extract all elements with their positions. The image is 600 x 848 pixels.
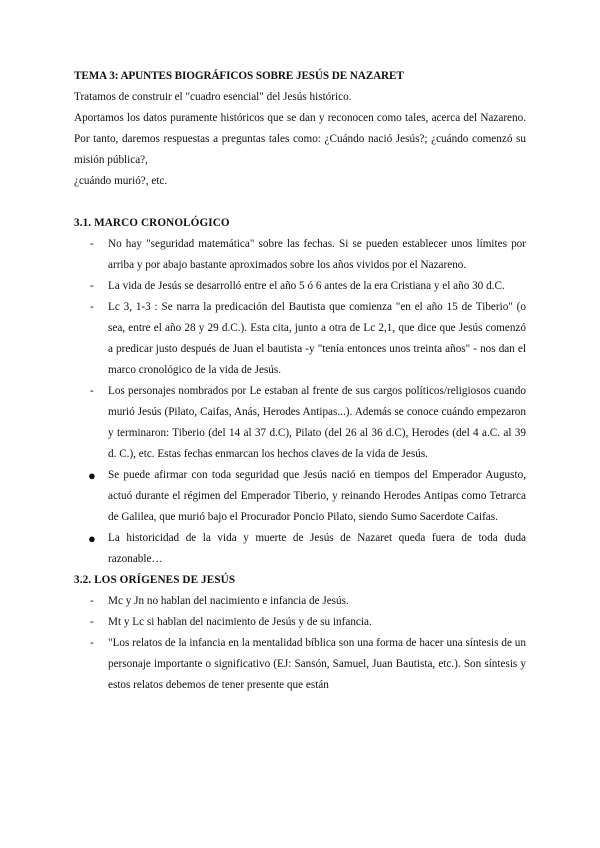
list-item-text: Los personajes nombrados por Le estaban al frente de sus cargos políticos/religiosos cuando murió Jesús (Pilato, Caifas, Anás, Herodes Antipas...). Además se conoce cuándo empezaron y terminaron: Tiberio (del 14 al 37 d.C), Pilato (del 26 al 36 d.C), Herodes (del 4 a.C. al 39 d. C.), etc. Estas fechas enmarcan los hechos claves de la vida de Jesús.	[108, 385, 526, 460]
dash-marker: -	[90, 637, 94, 649]
list-item-text: "Los relatos de la infancia en la mentalidad bíblica son una forma de hacer una síntesis de un personaje importante o significativo (EJ: Sansón, Samuel, Juan Bautista, etc.). Son síntesis y estos relatos debemos de tener presente que están	[108, 637, 526, 691]
list-item	[74, 591, 526, 612]
dash-marker: -	[90, 301, 94, 313]
intro-paragraph: ¿cuándo murió?, etc.	[74, 175, 168, 187]
dash-marker: -	[90, 385, 94, 397]
document-title: TEMA 3: APUNTES BIOGRÁFICOS SOBRE JESÚS DE NAZARET	[74, 70, 404, 82]
list-item	[74, 234, 526, 276]
section-title: 3.2. LOS ORÍGENES DE JESÚS	[74, 574, 236, 586]
list-item-text: La vida de Jesús se desarrolló entre el año 5 ó 6 antes de la era Cristiana y el año 30 d.C.	[108, 280, 505, 292]
list-item-text: No hay "seguridad matemática" sobre las fechas. Si se pueden establecer unos límites por arriba y por abajo bastante aproximados sobre los años vividos por el Nazareno.	[108, 238, 526, 271]
list-item-text: Mt y Lc si hablan del nacimiento de Jesús y de su infancia.	[108, 616, 372, 628]
list-item-text: Se puede afirmar con toda seguridad que Jesús nació en tiempos del Emperador Augusto, actuó durante el régimen del Emperador Tiberio, y reinando Herodes Antipas como Tetrarca de Galilea, que murió bajo el Procurador Poncio Pilato, siendo Sumo Sacerdote Caifas.	[108, 469, 526, 523]
dash-marker: -	[90, 280, 94, 292]
intro-paragraph: Tratamos de construir el "cuadro esencial" del Jesús histórico.	[74, 91, 352, 103]
list-item-text: La historicidad de la vida y muerte de Jesús de Nazaret queda fuera de toda duda razonable…	[108, 532, 526, 565]
list-item-text: Mc y Jn no hablan del nacimiento e infancia de Jesús.	[108, 595, 349, 607]
bullet-icon: ●	[88, 531, 96, 546]
section-list	[74, 591, 526, 696]
list-item	[74, 381, 526, 465]
list-item	[74, 276, 526, 297]
bullet-icon: ●	[88, 468, 96, 483]
spacer	[74, 192, 526, 213]
dash-marker: -	[90, 238, 94, 250]
section-title: 3.1. MARCO CRONOLÓGICO	[74, 217, 230, 229]
list-item	[74, 633, 526, 696]
list-item-text: Lc 3, 1-3 : Se narra la predicación del Bautista que comienza "en el año 15 de Tiberio" (o sea, entre el año 28 y 29 d.C.). Esta cita, junto a otra de Lc 2,1, que dice que Jesús comenzó a predicar justo después de Juan el bautista -y "tenía entonces unos treinta años" - nos dan el marco cronológico de la vida de Jesús.	[108, 301, 526, 376]
list-item	[74, 465, 526, 528]
intro-paragraph: Aportamos los datos puramente históricos que se dan y reconocen como tales, acerca del Nazareno. Por tanto, daremos respuestas a preguntas tales como: ¿Cuándo nació Jesús?; ¿cuándo comenzó su misión pública?,	[74, 112, 526, 166]
dash-marker: -	[90, 616, 94, 628]
dash-marker: -	[90, 595, 94, 607]
document-page	[74, 66, 526, 696]
list-item	[74, 528, 526, 570]
list-item	[74, 612, 526, 633]
section-list	[74, 234, 526, 570]
list-item	[74, 297, 526, 381]
